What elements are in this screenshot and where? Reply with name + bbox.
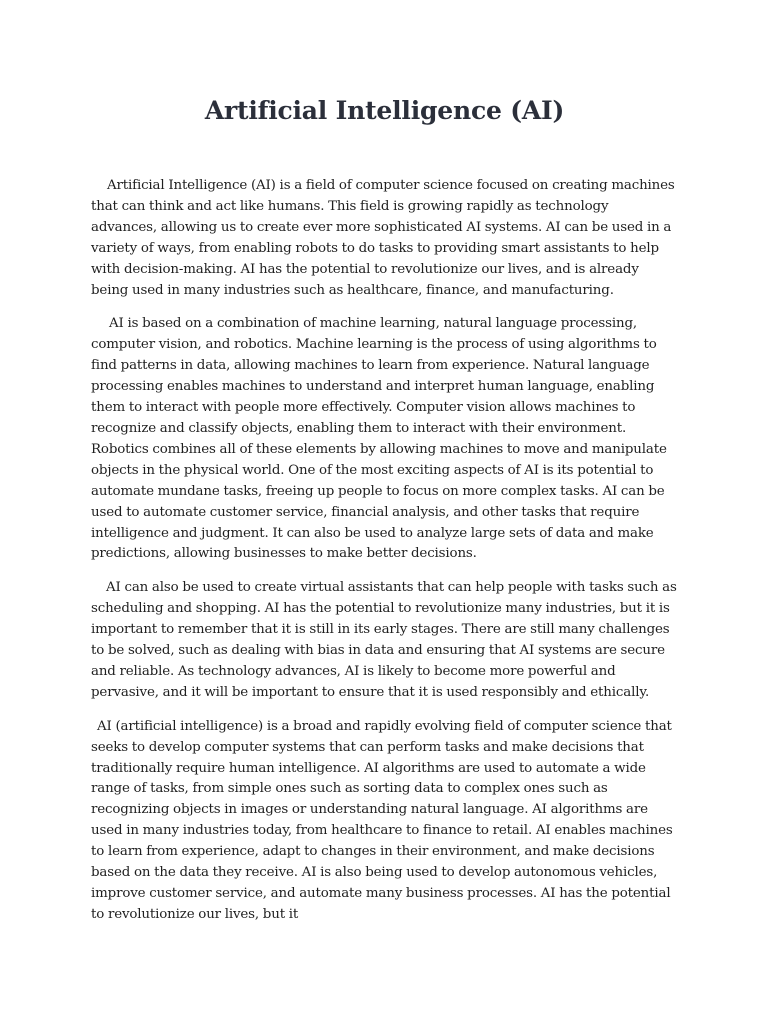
- paragraph-4: AI (artificial intelligence) is a broad and rapidly evolving field of computer science that seeks to develop computer systems that can perform tasks and make decisions that traditionally require human intelligence. AI algorithms are used to automate a wide range of tasks, from simple ones such as sorting data to complex ones such as recognizing objects in images or understanding natural language. AI algorithms are used in many industries today, from healthcare to finance to retail. AI enables machines to learn from experience, adapt to changes in their environment, and make decisions based on the data they receive. AI is also being used to develop autonomous vehicles, improve customer service, and automate many business processes. AI has the potential to revolutionize our lives, but it: [91, 718, 673, 922]
- paragraph-3: AI can also be used to create virtual assistants that can help people with tasks such as scheduling and shopping. AI has the potential to revolutionize many industries, but it is important to remember that it is still in its early stages. There are still many challenges to be solved, such as dealing with bias in data and ensuring that AI systems are secure and reliable. As technology advances, AI is likely to become more powerful and pervasive, and it will be important to ensure that it is used responsibly and ethically.: [91, 580, 677, 700]
- paragraph-2: AI is based on a combination of machine learning, natural language processing, computer vision, and robotics. Machine learning is the process of using algorithms to find patterns in data, allowing machines to learn from experience. Natural language processing enables machines to understand and interpret human language, enabling them to interact with people more effectively. Computer vision allows machines to recognize and classify objects, enabling them to interact with their environment. Robotics combines all of these elements by allowing machines to move and manipulate objects in the physical world. One of the most exciting aspects of AI is its potential to automate mundane tasks, freeing up people to focus on more complex tasks. AI can be used to automate customer service, financial analysis, and other tasks that require intelligence and judgment. It can also be used to analyze large sets of data and make predictions, allowing businesses to make better decisions.: [91, 316, 667, 562]
- paragraph-1: Artificial Intelligence (AI) is a field of computer science focused on creating machines that can think and act like humans. This field is growing rapidly as technology advances, allowing us to create ever more sophisticated AI systems. AI can be used in a variety of ways, from enabling robots to do tasks to providing smart assistants to help with decision-making. AI has the potential to revolutionize our lives, and is already being used in many industries such as healthcare, finance, and manufacturing.: [91, 178, 675, 298]
- document-title: Artificial Intelligence (AI): [204, 96, 565, 125]
